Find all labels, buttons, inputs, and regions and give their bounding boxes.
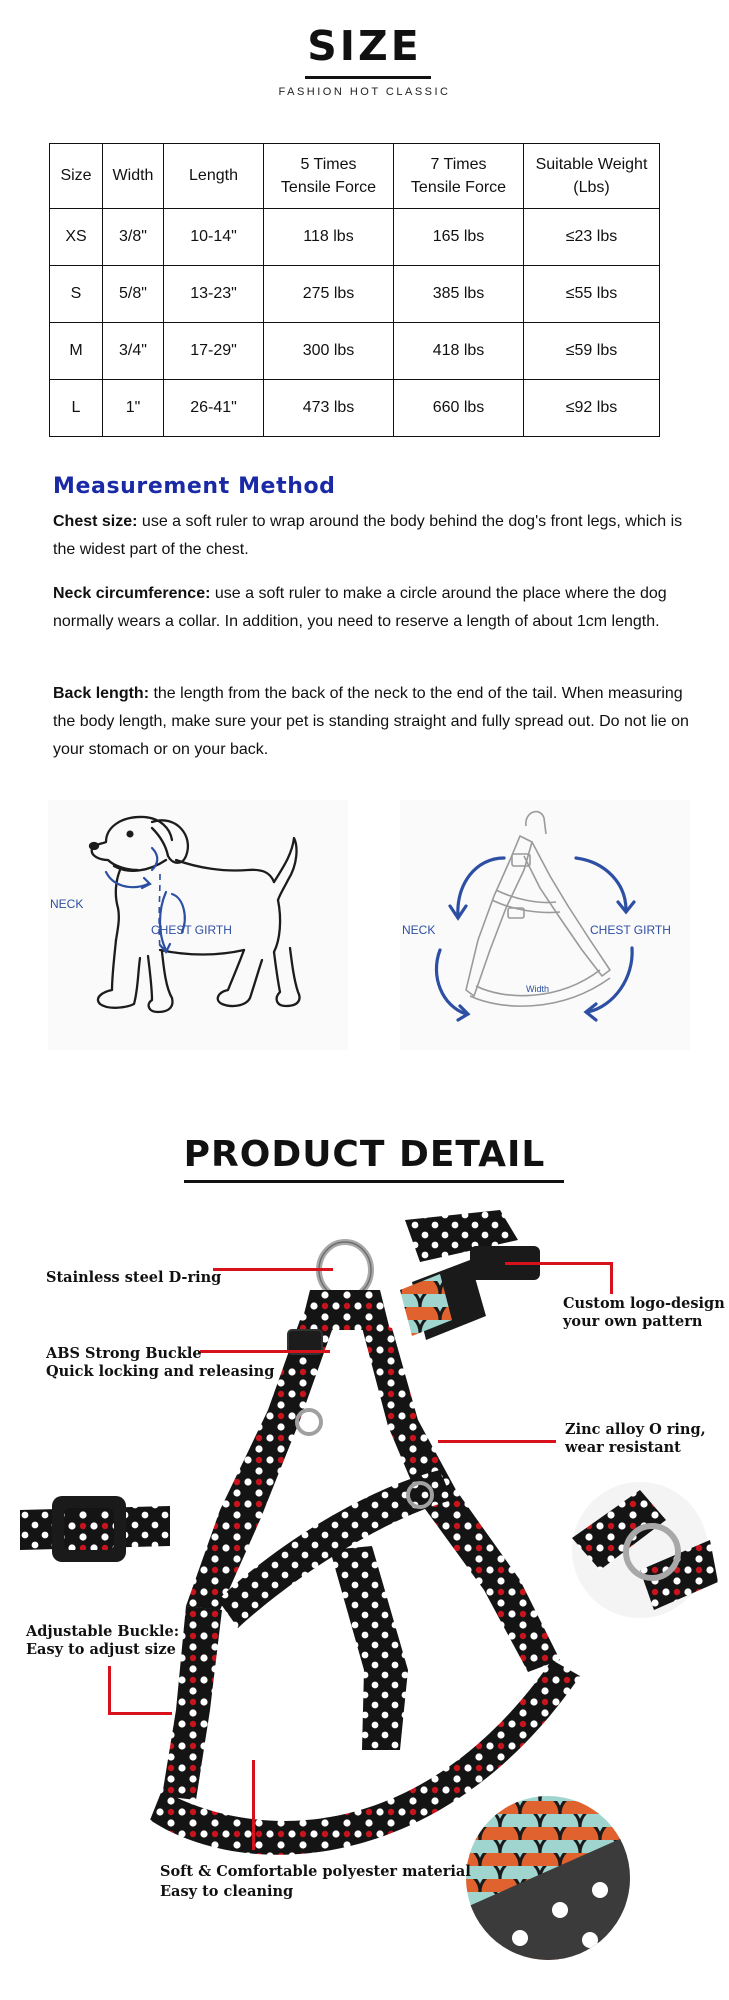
title-underline xyxy=(184,1180,564,1183)
dog-neck-label: NECK xyxy=(50,897,84,911)
table-cell: 5/8" xyxy=(103,266,164,323)
d-ring-label: Stainless steel D-ring xyxy=(46,1269,222,1286)
adjustable-buckle-inset xyxy=(20,1496,170,1562)
table-cell: S xyxy=(50,266,103,323)
table-cell: 418 lbs xyxy=(394,323,524,380)
header-cell: Suitable Weight (Lbs) xyxy=(524,144,660,209)
o-ring-inset xyxy=(572,1482,718,1618)
callout-line xyxy=(610,1262,613,1294)
size-title: SIZE xyxy=(307,22,422,70)
material-sublabel: Easy to cleaning xyxy=(160,1883,294,1900)
table-cell: 3/8" xyxy=(103,209,164,266)
back-length-paragraph xyxy=(53,680,693,764)
measurement-title: Measurement Method xyxy=(53,474,336,499)
zinc-ring-label: Zinc alloy O ring, xyxy=(565,1421,706,1438)
zinc-ring-sublabel: wear resistant xyxy=(565,1439,681,1456)
neck-label: Neck circumference: xyxy=(53,585,211,602)
adjustable-buckle-label: Adjustable Buckle: xyxy=(26,1623,180,1640)
table-row xyxy=(50,266,660,323)
table-cell: 118 lbs xyxy=(264,209,394,266)
table-cell: 3/4" xyxy=(103,323,164,380)
table-cell: ≤55 lbs xyxy=(524,266,660,323)
abs-buckle-sublabel: Quick locking and releasing xyxy=(46,1363,275,1380)
custom-buckle-inset xyxy=(400,1210,540,1340)
callout-line xyxy=(505,1262,613,1265)
chest-size-label: Chest size: xyxy=(53,513,138,530)
table-cell: XS xyxy=(50,209,103,266)
back-length-label: Back length: xyxy=(53,685,150,702)
table-row xyxy=(50,209,660,266)
back-length-text: the length from the back of the neck to the end of the tail. When measuring the body length, make sure your pet is standing straight and fully spread out. Do not lie on your stomach or on your back. xyxy=(53,685,689,758)
callout-line xyxy=(108,1666,111,1714)
chest-size-text: use a soft ruler to wrap around the body behind the dog's front legs, which is the widest part of the chest. xyxy=(53,513,683,558)
dog-illustration xyxy=(48,800,348,1050)
table-header-row xyxy=(50,144,660,209)
table-cell: 300 lbs xyxy=(264,323,394,380)
material-label: Soft & Comfortable polyester material xyxy=(160,1863,471,1880)
neck-text: use a soft ruler to make a circle around the place where the dog normally wears a collar. In addition, you need to reserve a length of about 1cm length. xyxy=(53,585,667,630)
table-cell: 165 lbs xyxy=(394,209,524,266)
harness-illustration xyxy=(400,800,690,1050)
table-cell: M xyxy=(50,323,103,380)
callout-line xyxy=(438,1440,556,1443)
header-cell: 5 Times Tensile Force xyxy=(264,144,394,209)
harness-chest-girth-label: CHEST GIRTH xyxy=(590,923,671,937)
fabric-detail-inset xyxy=(460,1790,640,1970)
callout-line xyxy=(108,1712,172,1715)
table-cell: 10-14" xyxy=(164,209,264,266)
custom-logo-sublabel: your own pattern xyxy=(563,1313,703,1330)
table-cell: 385 lbs xyxy=(394,266,524,323)
product-detail-title: PRODUCT DETAIL xyxy=(183,1134,546,1175)
header-cell: 7 Times Tensile Force xyxy=(394,144,524,209)
table-cell: 1" xyxy=(103,380,164,437)
table-row xyxy=(50,323,660,380)
table-cell: 473 lbs xyxy=(264,380,394,437)
table-cell: ≤59 lbs xyxy=(524,323,660,380)
header-cell: Size xyxy=(50,144,103,209)
callout-line xyxy=(213,1268,333,1271)
title-underline xyxy=(305,76,431,79)
size-subtitle: FASHION HOT CLASSIC xyxy=(278,86,451,98)
harness-neck-label: NECK xyxy=(402,923,436,937)
table-cell: 13-23" xyxy=(164,266,264,323)
table-cell: ≤23 lbs xyxy=(524,209,660,266)
neck-paragraph xyxy=(53,580,693,636)
table-cell: 275 lbs xyxy=(264,266,394,323)
harness-measurement-diagram xyxy=(400,800,690,1050)
table-cell: 17-29" xyxy=(164,323,264,380)
custom-logo-label: Custom logo-design xyxy=(563,1295,725,1312)
header-cell: Width xyxy=(103,144,164,209)
dog-measurement-diagram xyxy=(48,800,348,1050)
table-cell: 660 lbs xyxy=(394,380,524,437)
callout-line xyxy=(200,1350,330,1353)
abs-buckle-label: ABS Strong Buckle xyxy=(46,1345,202,1362)
size-table xyxy=(49,143,660,437)
chest-size-paragraph xyxy=(53,508,693,564)
table-cell: 26-41" xyxy=(164,380,264,437)
table-cell: ≤92 lbs xyxy=(524,380,660,437)
adjustable-buckle-sublabel: Easy to adjust size xyxy=(26,1641,176,1658)
table-cell: L xyxy=(50,380,103,437)
table-row xyxy=(50,380,660,437)
header-cell: Length xyxy=(164,144,264,209)
callout-line xyxy=(252,1760,255,1850)
harness-width-label: Width xyxy=(526,984,550,994)
dog-chest-girth-label: CHEST GIRTH xyxy=(151,923,232,937)
